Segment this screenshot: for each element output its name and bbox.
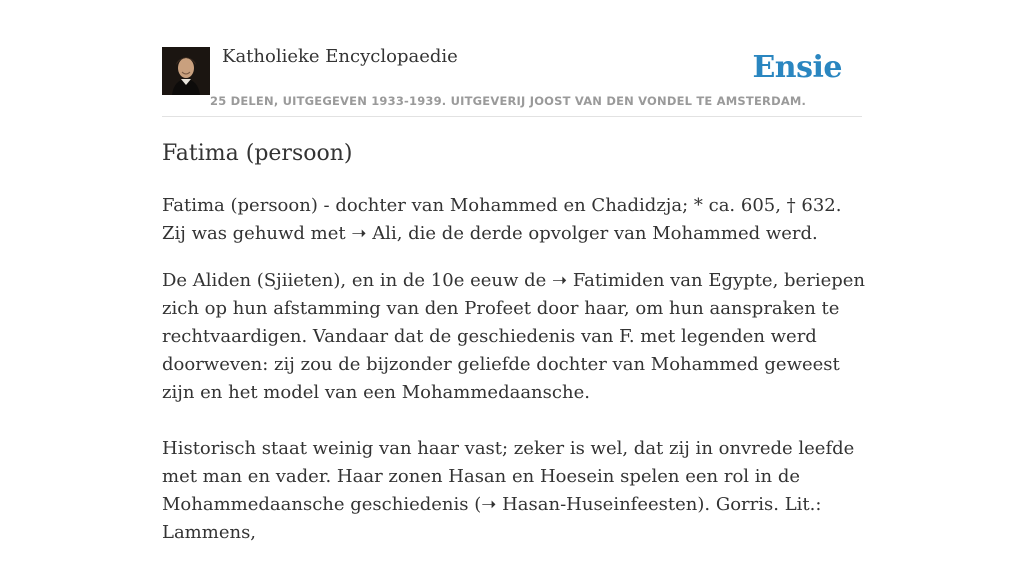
link-ali[interactable]: Ali — [372, 223, 397, 244]
link-hasan-huseinfeesten[interactable]: Hasan-Huseinfeesten — [502, 494, 698, 515]
source-subtitle: 25 DELEN, UITGEGEVEN 1933-1939. UITGEVERIJ JOOST VAN DEN VONDEL TE AMSTERDAM. — [210, 94, 807, 108]
paragraph-text: Historisch staat weinig van haar vast; zeker is wel, dat zij in onvrede leefde met man en vader. Haar zonen Hasan en Hoesein spelen een rol in de Mohammedaansche geschiedenis ( — [162, 438, 855, 515]
arrow-right-icon: ➝ — [552, 270, 568, 291]
paragraph — [162, 435, 866, 547]
brand-logo[interactable]: Ensie — [752, 50, 842, 85]
source-title[interactable]: Katholieke Encyclopaedie — [222, 46, 458, 67]
avatar[interactable] — [162, 47, 210, 95]
paragraph-text: Fatima (persoon) - dochter van Mohammed en Chadidzja; * ca. 605, † 632. Zij was gehuwd met — [162, 195, 842, 244]
paragraph-text: ). Gorris. Lit.: Lammens, — [162, 494, 822, 543]
portrait-icon — [162, 47, 210, 95]
paragraph — [162, 192, 866, 248]
page-title: Fatima (persoon) — [162, 141, 353, 166]
paragraph-text: De Aliden (Sjiieten), en in de 10e eeuw de — [162, 270, 552, 291]
arrow-right-icon: ➝ — [351, 223, 367, 244]
article-body — [162, 192, 866, 566]
arrow-right-icon: ➝ — [481, 494, 497, 515]
paragraph-text: , beriepen zich op hun afstamming van den Profeet door haar, om hun aanspraken te rechtvaardigen. Vandaar dat de geschiedenis van F. met legenden werd doorweven: zij zou de bijzonder geliefde dochter van Mohammed geweest zijn en het model van een Mohammedaansche. — [162, 270, 865, 403]
paragraph — [162, 267, 866, 407]
link-fatimiden[interactable]: Fatimiden van Egypte — [572, 270, 773, 291]
paragraph-text: , die de derde opvolger van Mohammed werd. — [396, 223, 818, 244]
source-header — [162, 46, 862, 117]
